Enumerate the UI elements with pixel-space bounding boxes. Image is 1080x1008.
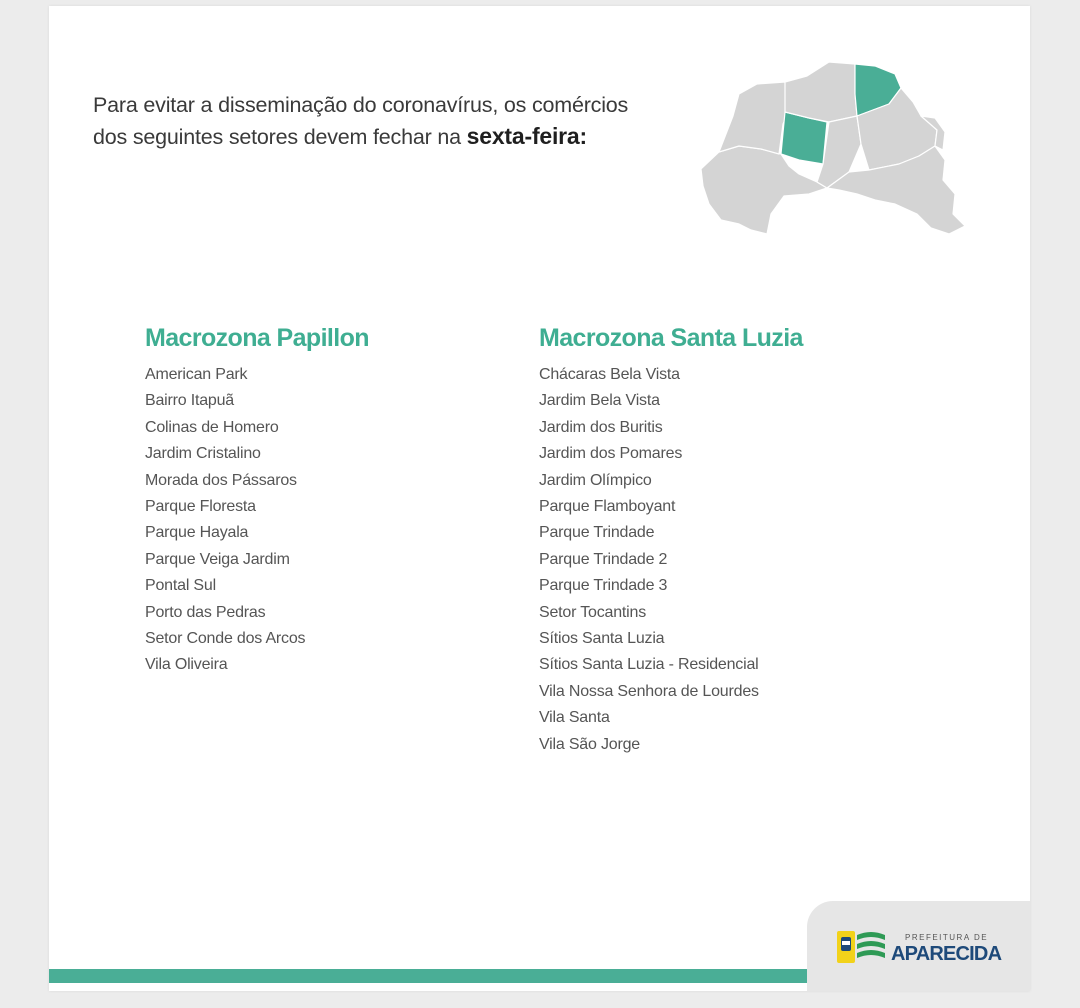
list-item: Parque Trindade <box>539 524 655 542</box>
list-item: Jardim dos Pomares <box>539 445 683 463</box>
list-item: Parque Trindade 2 <box>539 550 668 568</box>
footer-accent-bar <box>49 969 809 983</box>
city-emblem-icon <box>837 929 887 965</box>
list-item: Parque Hayala <box>145 524 249 542</box>
list-item: Vila São Jorge <box>539 735 640 753</box>
logo-small-text: PREFEITURA DE <box>905 933 989 942</box>
list-item: Sítios Santa Luzia - Residencial <box>539 656 759 674</box>
neighborhood-list <box>145 362 369 679</box>
list-item: Vila Santa <box>539 709 610 727</box>
list-item: Vila Nossa Senhora de Lourdes <box>539 682 759 700</box>
map-region-west-north <box>719 82 789 154</box>
list-item: Jardim Cristalino <box>145 445 261 463</box>
list-item: Parque Flamboyant <box>539 498 676 516</box>
zone-column-papillon <box>145 322 369 679</box>
list-item: Colinas de Homero <box>145 418 279 436</box>
list-item: Porto das Pedras <box>145 603 266 621</box>
list-item: American Park <box>145 366 248 383</box>
list-item: Vila Oliveira <box>145 656 228 674</box>
city-map <box>699 54 971 236</box>
list-item: Bairro Itapuã <box>145 392 235 410</box>
list-item: Setor Conde dos Arcos <box>145 630 306 648</box>
list-item: Jardim dos Buritis <box>539 418 663 436</box>
info-card <box>49 6 1030 991</box>
headline-line2: dos seguintes setores devem fechar na <box>93 125 461 149</box>
list-item: Chácaras Bela Vista <box>539 366 680 383</box>
headline-emphasis: sexta-feira: <box>466 123 587 149</box>
headline-line1: Para evitar a disseminação do coronavírus, os comércios <box>93 93 629 117</box>
list-item: Parque Trindade 3 <box>539 577 668 595</box>
zone-title: Macrozona Papillon <box>145 324 369 352</box>
headline <box>93 90 693 153</box>
list-item: Jardim Bela Vista <box>539 392 660 410</box>
list-item: Setor Tocantins <box>539 603 646 621</box>
logo-big-text: APARECIDA <box>891 943 1002 965</box>
list-item: Sítios Santa Luzia <box>539 630 665 648</box>
logo-box <box>807 901 1030 991</box>
list-item: Jardim Olímpico <box>539 471 652 489</box>
list-item: Pontal Sul <box>145 577 216 595</box>
zone-title: Macrozona Santa Luzia <box>539 324 803 352</box>
list-item: Morada dos Pássaros <box>145 471 297 489</box>
list-item: Parque Veiga Jardim <box>145 550 290 568</box>
neighborhood-list <box>539 362 803 758</box>
map-region-center-north <box>785 62 857 122</box>
zone-column-santa-luzia <box>539 322 803 758</box>
logo-wordmark <box>891 933 1001 965</box>
list-item: Parque Floresta <box>145 498 256 516</box>
